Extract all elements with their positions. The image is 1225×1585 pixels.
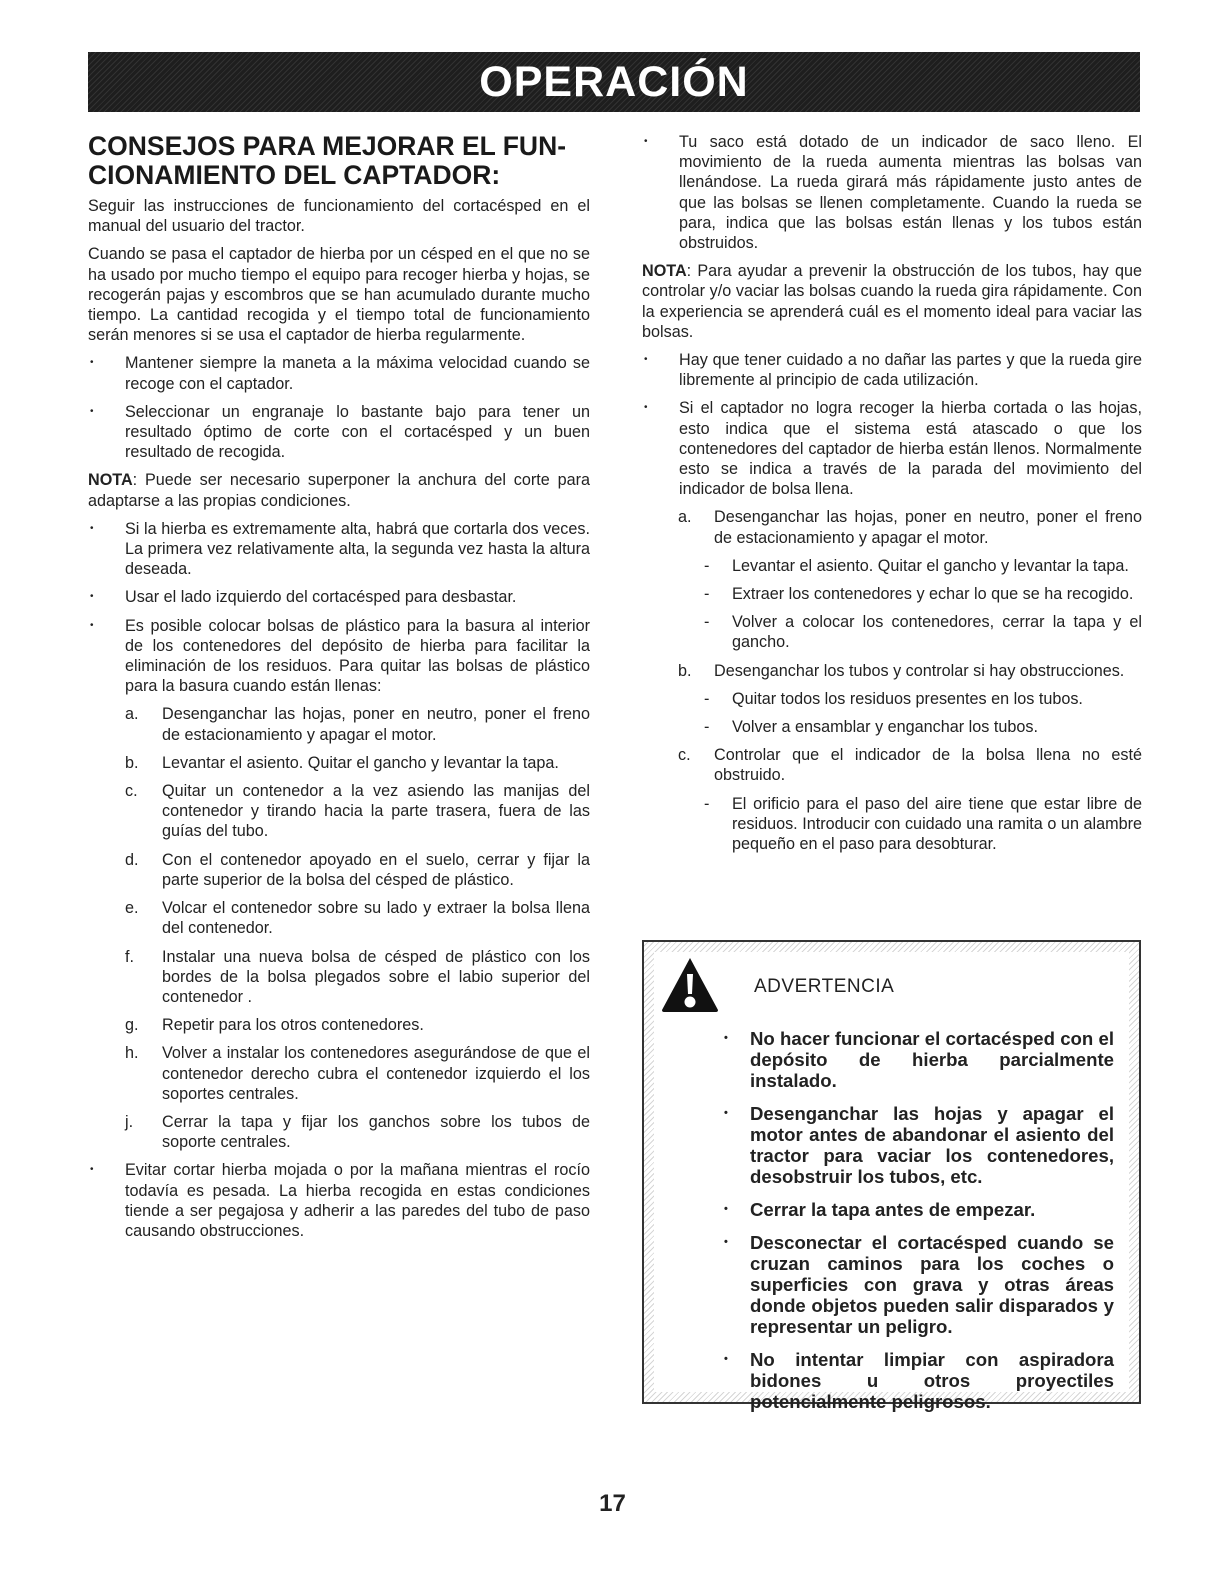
section-title: OPERACIÓN	[479, 57, 749, 106]
step-item: a. Desenganchar las hojas, poner en neutro, poner el freno de estacionamiento y apagar el motor.	[678, 508, 1142, 547]
intro-paragraph: Seguir las instrucciones de funcionamiento del cortacésped en el manual del usuario del tractor.	[88, 197, 590, 236]
note-paragraph: NOTA: Para ayudar a prevenir la obstrucción de los tubos, hay que controlar y/o vaciar las bolsas cuando la rueda gira rápidamente. Con la experiencia se aprenderá cuál es el momento ideal para vaciar las bolsas.	[642, 262, 1142, 341]
warning-item: • Desenganchar las hojas y apagar el motor antes de abandonar el asiento del tractor para vaciar los contenedores, desobstruir los tubos, etc.	[724, 1103, 1114, 1187]
list-item: • Tu saco está dotado de un indicador de saco lleno. El movimiento de la rueda aumenta mientras las bolsas van llenándose. La rueda girará más rápidamente justo antes de que las bolsas se llenen completamente. Cuando la rueda se para, indica que las bolsas están llenas y los tubos están obstruidos.	[644, 133, 1142, 253]
warning-box	[642, 940, 1141, 1412]
dash-item: - Extraer los contenedores y echar lo que se ha recogido.	[704, 585, 1134, 604]
warning-item: • Desconectar el cortacésped cuando se cruzan caminos para los coches o superficies con grava y otras áreas donde objetos pueden salir disparados y representar un peligro.	[724, 1232, 1114, 1337]
note-paragraph: NOTA: Puede ser necesario superponer la anchura del corte para adaptarse a las propias condiciones.	[88, 471, 590, 510]
dash-item: - Volver a colocar los contenedores, cerrar la tapa y el gancho.	[704, 613, 1142, 652]
warning-item: • Cerrar la tapa antes de empezar.	[724, 1199, 1036, 1220]
tips-heading	[88, 132, 590, 190]
step-item: g. Repetir para los otros contenedores.	[125, 1016, 424, 1035]
step-item: c. Controlar que el indicador de la bolsa llena no esté obstruido.	[678, 746, 1142, 785]
tips-heading-line1: CONSEJOS PARA MEJORAR EL FUN-	[88, 131, 567, 161]
step-item: c. Quitar un contenedor a la vez asiendo las manijas del contenedor y tirando hacia la parte trasera, fuera de las guías del tubo.	[125, 782, 590, 841]
dash-item: - El orificio para el paso del aire tiene que estar libre de residuos. Introducir con cuidado una ramita o un alambre pequeño en el paso para desobturar.	[704, 794, 1142, 854]
step-item: b. Desenganchar los tubos y controlar si hay obstrucciones.	[678, 661, 1125, 680]
tips-heading-line2: CIONAMIENTO DEL CAPTADOR:	[88, 160, 501, 190]
list-item: • Si la hierba es extremamente alta, habrá que cortarla dos veces. La primera vez relativamente alta, la segunda vez hasta la altura deseada.	[90, 519, 590, 579]
warning-list	[714, 1028, 1114, 1424]
page-number: 17	[599, 1490, 626, 1517]
right-column	[642, 132, 1142, 862]
warning-title: ADVERTENCIA	[754, 976, 895, 997]
dash-item: - Levantar el asiento. Quitar el gancho y levantar la tapa.	[704, 556, 1129, 575]
note-label: NOTA	[642, 262, 687, 281]
step-item: j. Cerrar la tapa y fijar los ganchos sobre los tubos de soporte centrales.	[125, 1112, 590, 1152]
list-item: • Seleccionar un engranaje lo bastante bajo para tener un resultado óptimo de corte con el cortacésped y un buen resultado de recogida.	[90, 402, 590, 462]
list-item: • Hay que tener cuidado a no dañar las partes y que la rueda gire libremente al principio de cada utilización.	[644, 351, 1142, 390]
note-label: NOTA	[88, 471, 133, 490]
grass-catcher-paragraph: Cuando se pasa el captador de hierba por un césped en el que no se ha usado por mucho tiempo el equipo para recoger hierba y hojas, se recogerán pajas y escombros que se han acumulado durante mucho tiempo. La cantidad recogida y el tiempo total de funcionamiento serán menores si se usa el captador de hierba regularmente.	[88, 245, 590, 345]
dash-item: - Volver a ensamblar y enganchar los tubos.	[704, 718, 1038, 737]
step-item: f. Instalar una nueva bolsa de césped de plástico con los bordes de la bolsa plegados sobre el labio superior del contenedor .	[125, 947, 590, 1006]
dash-item: - Quitar todos los residuos presentes en los tubos.	[704, 689, 1083, 708]
step-item: d. Con el contenedor apoyado en el suelo, cerrar y fijar la parte superior de la bolsa del césped de plástico.	[125, 850, 590, 889]
warning-triangle-icon	[660, 956, 720, 1014]
step-item: h. Volver a instalar los contenedores asegurándose de que el contenedor derecho cubra el contenedor izquierdo el los soportes centrales.	[125, 1044, 590, 1103]
list-item: • Es posible colocar bolsas de plástico para la basura al interior de los contenedores del depósito de hierba para facilitar la eliminación de los residuos. Para quitar las bolsas de plástico para la basura cuando están llenas:	[90, 616, 590, 696]
list-item: • Mantener siempre la maneta a la máxima velocidad cuando se recoge con el captador.	[90, 354, 590, 393]
warning-box-inner	[654, 952, 1129, 1412]
list-item: • Usar el lado izquierdo del cortacésped para desbastar.	[90, 588, 517, 607]
section-banner	[88, 52, 1140, 112]
step-item: a. Desenganchar las hojas, poner en neutro, poner el freno de estacionamiento y apagar el motor.	[125, 705, 590, 744]
warning-item: • No hacer funcionar el cortacésped con el depósito de hierba parcialmente instalado.	[724, 1028, 1114, 1091]
list-item: • Evitar cortar hierba mojada o por la mañana mientras el rocío todavía es pesada. La hierba recogida en estas condiciones tiende a ser pegajosa y adherir a las paredes del tubo de paso causando obstrucciones.	[90, 1161, 590, 1240]
warning-item: • No intentar limpiar con aspiradora bidones u otros proyectiles potencialmente peligrosos.	[724, 1349, 1114, 1412]
step-item: b. Levantar el asiento. Quitar el gancho y levantar la tapa.	[125, 753, 559, 772]
left-column	[88, 132, 590, 1249]
step-item: e. Volcar el contenedor sobre su lado y extraer la bolsa llena del contenedor.	[125, 899, 590, 938]
list-item: • Si el captador no logra recoger la hierba cortada o las hojas, esto indica que el sistema está atascado o que los contenedores del captador de hierba están llenos. Normalmente esto se indica a través de la parada del movimiento del indicador de bolsa llena.	[644, 399, 1142, 499]
